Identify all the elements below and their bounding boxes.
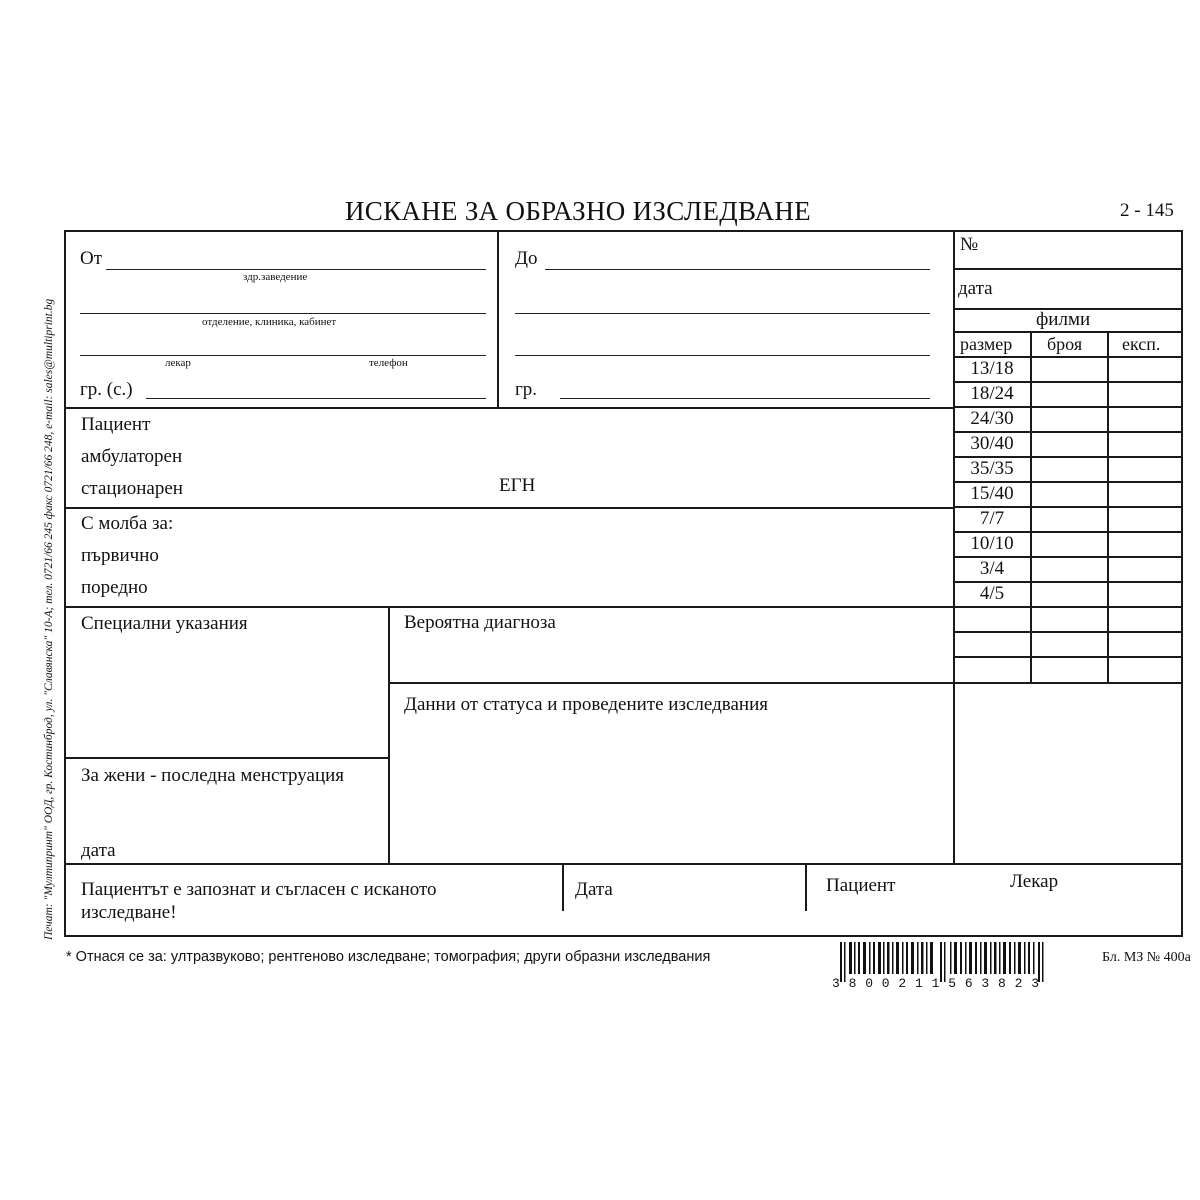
divider-from-to-vertical: [497, 230, 499, 407]
divider-diagnosis: [388, 682, 955, 684]
film-size-cell: 35/35: [970, 458, 1014, 479]
film-row-divider: [953, 682, 1183, 684]
from-label: От: [80, 248, 103, 269]
form-code: 2 - 145: [1120, 200, 1174, 221]
film-size-cell: 24/30: [970, 408, 1014, 429]
special-instructions-label: Специални указания: [81, 613, 248, 634]
divider-request: [64, 606, 955, 608]
divider-women: [64, 757, 389, 759]
divider-consent-patient: [805, 863, 807, 911]
films-col-exp: експ.: [1122, 334, 1161, 354]
barcode-number: 3 8 0 0 2 1 1 5 6 3 8 2 3: [832, 976, 1040, 991]
from-city-line: [146, 398, 486, 399]
to-label: До: [515, 248, 538, 269]
film-row-divider: [953, 631, 1183, 633]
from-department-caption: отделение, клиника, кабинет: [202, 316, 337, 328]
consent-line-2: изследване!: [81, 902, 177, 923]
women-menstruation-label: За жени - последна менструация: [81, 765, 345, 786]
film-size-cell: 7/7: [979, 508, 1005, 529]
consent-line-1: Пациентът е запознат и съгласен с исканото: [81, 879, 437, 900]
film-size-cell: 15/40: [970, 483, 1014, 504]
form-number: Бл. МЗ № 400а: [1102, 950, 1191, 965]
status-data-label: Данни от статуса и проведените изследвания: [404, 694, 768, 715]
from-doctor-caption: лекар: [165, 357, 191, 369]
probable-diagnosis-label: Вероятна диагноза: [404, 612, 556, 633]
from-phone-caption: телефон: [369, 357, 408, 369]
film-size-cell: 4/5: [979, 583, 1005, 604]
to-line-3: [515, 355, 930, 356]
films-number-divider: [953, 268, 1183, 270]
film-size-cell: 3/4: [979, 558, 1005, 579]
consent-date-label: Дата: [575, 879, 613, 900]
to-city-line: [560, 398, 930, 399]
from-facility-caption: здр.заведение: [243, 271, 308, 283]
divider-consent-date: [562, 863, 564, 911]
to-line-2: [515, 313, 930, 314]
patient-outpatient: амбулаторен: [81, 446, 183, 467]
from-department-line: [80, 313, 486, 314]
to-line-1: [545, 269, 930, 270]
from-city-label: гр. (с.): [80, 379, 133, 400]
request-repeat: поредно: [81, 577, 148, 598]
film-size-cell: 13/18: [970, 358, 1014, 379]
form-title: ИСКАНЕ ЗА ОБРАЗНО ИЗСЛЕДВАНЕ: [345, 196, 811, 226]
films-number-label: №: [960, 234, 979, 255]
consent-patient-label: Пациент: [826, 875, 896, 896]
to-city-label: гр.: [515, 379, 538, 400]
patient-label: Пациент: [81, 414, 151, 435]
film-size-cell: 10/10: [970, 533, 1014, 554]
patient-inpatient: стационарен: [81, 478, 183, 499]
divider-from-to: [64, 407, 955, 409]
side-imprint-text: Печат: "Мултипринт" ООД, гр. Костинброд, ул. "Славянска" 10-А; тел. 0721/66 245 факс 0721/66 248, e-mail: sales@multiprint.bg: [43, 298, 55, 940]
request-primary: първично: [81, 545, 159, 566]
films-header: филми: [1036, 309, 1091, 330]
films-header-divider: [953, 331, 1183, 333]
films-col-size: размер: [960, 334, 1013, 354]
side-imprint: [39, 230, 57, 940]
divider-patient: [64, 507, 955, 509]
films-date-label: дата: [958, 278, 993, 299]
women-date-label: дата: [81, 840, 116, 861]
divider-bottom: [64, 863, 1183, 865]
film-row-divider: [953, 656, 1183, 658]
from-facility-line: [106, 269, 486, 270]
consent-doctor-label: Лекар: [1010, 871, 1059, 892]
film-size-cell: 30/40: [970, 433, 1014, 454]
divider-special-vertical: [388, 606, 390, 863]
films-col-count: броя: [1047, 334, 1083, 354]
footnote: * Отнася се за: ултразвуково; рентгеново изследване; томография; други образни изследвания: [66, 949, 711, 965]
from-doctor-line: [80, 355, 486, 356]
request-label: С молба за:: [81, 513, 174, 534]
patient-egn-label: ЕГН: [499, 475, 536, 496]
film-row-divider: [953, 606, 1183, 608]
film-size-cell: 18/24: [970, 383, 1014, 404]
